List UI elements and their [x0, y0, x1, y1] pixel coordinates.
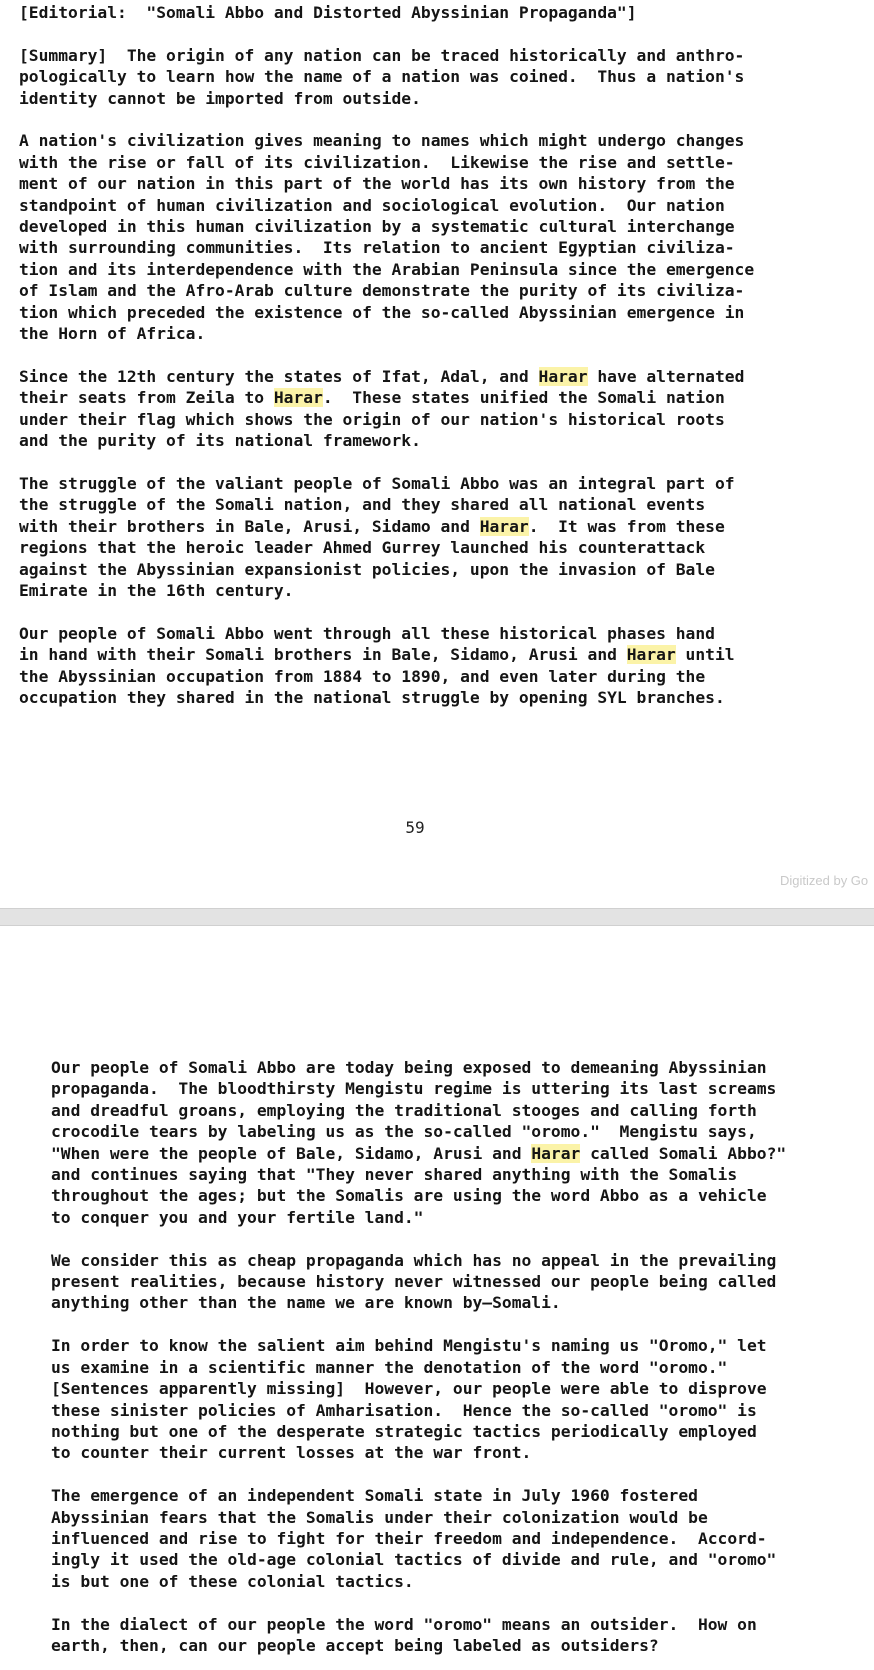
text-line: anything other than the name we are known by—Somali. — [51, 1293, 561, 1313]
text-line: [Editorial: "Somali Abbo and Distorted Abyssinian Propaganda"] — [19, 3, 637, 22]
text-line: Emirate in the 16th century. — [19, 580, 294, 600]
text-line: with the rise or fall of its civilization. Likewise the rise and settle- — [19, 152, 735, 172]
text-line: and dreadful groans, employing the traditional stooges and calling forth — [51, 1100, 757, 1120]
text-line: We consider this as cheap propaganda which has no appeal in the prevailing — [51, 1250, 777, 1270]
digitized-watermark: Digitized by Go — [780, 873, 869, 888]
text-line: is but one of these colonial tactics. — [51, 1571, 414, 1591]
text-line: in hand with their Somali brothers in Bale, Sidamo, Arusi and Harar until — [19, 645, 735, 665]
text-line: ment of our nation in this part of the world has its own history from the — [19, 174, 735, 194]
text-line: with their brothers in Bale, Arusi, Sidamo and Harar. It was from these — [19, 516, 725, 536]
text-line: against the Abyssinian expansionist policies, upon the invasion of Bale — [19, 559, 715, 579]
text-line: to conquer you and your fertile land." — [51, 1207, 424, 1227]
page-60-text — [51, 1057, 786, 1656]
text-line: present realities, because history never witnessed our people being called — [51, 1272, 777, 1292]
text-line: the struggle of the Somali nation, and they shared all national events — [19, 495, 706, 515]
text-line: Our people of Somali Abbo are today being exposed to demeaning Abyssinian — [51, 1058, 767, 1077]
text-line: occupation they shared in the national struggle by opening SYL branches. — [19, 688, 725, 707]
text-line: Since the 12th century the states of Ifat, Adal, and Harar have alternated — [19, 366, 745, 386]
text-line: [Summary] The origin of any nation can be traced historically and anthro- — [19, 45, 745, 65]
text-line: In the dialect of our people the word "oromo" means an outsider. How on — [51, 1614, 757, 1634]
text-line: the Abyssinian occupation from 1884 to 1890, and even later during the — [19, 666, 706, 686]
text-line: Our people of Somali Abbo went through all these historical phases hand — [19, 623, 715, 643]
text-line: The emergence of an independent Somali state in July 1960 fostered — [51, 1486, 698, 1506]
page-59-text — [19, 2, 754, 708]
text-line: throughout the ages; but the Somalis are using the word Abbo as a vehicle — [51, 1186, 767, 1206]
document-page-60 — [0, 926, 874, 1670]
text-line: earth, then, can our people accept being labeled as outsiders? — [51, 1635, 659, 1655]
search-highlight: Harar — [626, 645, 676, 665]
text-line: and the purity of its national framework. — [19, 431, 421, 451]
text-line: with surrounding communities. Its relation to ancient Egyptian civiliza- — [19, 238, 735, 258]
text-line: developed in this human civilization by a systematic cultural interchange — [19, 217, 735, 237]
text-line: "When were the people of Bale, Sidamo, Arusi and Harar called Somali Abbo?" — [51, 1143, 787, 1163]
text-line: A nation's civilization gives meaning to names which might undergo changes — [19, 131, 745, 151]
search-highlight: Harar — [531, 1143, 581, 1163]
text-line: pologically to learn how the name of a nation was coined. Thus a nation's — [19, 67, 745, 87]
text-line: under their flag which shows the origin of our nation's historical roots — [19, 409, 725, 429]
search-highlight: Harar — [273, 388, 323, 408]
text-line: The struggle of the valiant people of Somali Abbo was an integral part of — [19, 473, 735, 493]
text-line: regions that the heroic leader Ahmed Gurrey launched his counterattack — [19, 538, 706, 558]
text-line: nothing but one of the desperate strategic tactics periodically employed — [51, 1421, 757, 1441]
text-line: to counter their current losses at the war front. — [51, 1443, 532, 1463]
text-line: Abyssinian fears that the Somalis under their colonization would be — [51, 1507, 708, 1527]
text-line: influenced and rise to fight for their freedom and independence. Accord- — [51, 1528, 767, 1548]
text-line: of Islam and the Afro-Arab culture demonstrate the purity of its civiliza- — [19, 281, 745, 301]
text-line: these sinister policies of Amharisation. Hence the so-called "oromo" is — [51, 1400, 757, 1420]
text-line: standpoint of human civilization and sociological evolution. Our nation — [19, 195, 725, 215]
text-line: identity cannot be imported from outside. — [19, 88, 421, 108]
text-line: propaganda. The bloodthirsty Mengistu regime is uttering its last screams — [51, 1079, 777, 1099]
search-highlight: Harar — [538, 366, 588, 386]
text-line: crocodile tears by labeling us as the so-called "oromo." Mengistu says, — [51, 1122, 757, 1142]
text-line: [Sentences apparently missing] However, our people were able to disprove — [51, 1379, 767, 1399]
text-line: tion and its interdependence with the Arabian Peninsula since the emergence — [19, 259, 755, 279]
text-line: the Horn of Africa. — [19, 324, 206, 344]
text-line: ingly it used the old-age colonial tactics of divide and rule, and "oromo" — [51, 1550, 777, 1570]
page-separator — [0, 908, 874, 926]
text-line: In order to know the salient aim behind Mengistu's naming us "Oromo," let — [51, 1336, 767, 1356]
page-number: 59 — [405, 818, 425, 837]
text-line: their seats from Zeila to Harar. These states unified the Somali nation — [19, 388, 725, 408]
search-highlight: Harar — [479, 516, 529, 536]
text-line: tion which preceded the existence of the so-called Abyssinian emergence in — [19, 302, 745, 322]
text-line: us examine in a scientific manner the denotation of the word "oromo." — [51, 1357, 728, 1377]
text-line: and continues saying that "They never shared anything with the Somalis — [51, 1165, 738, 1185]
